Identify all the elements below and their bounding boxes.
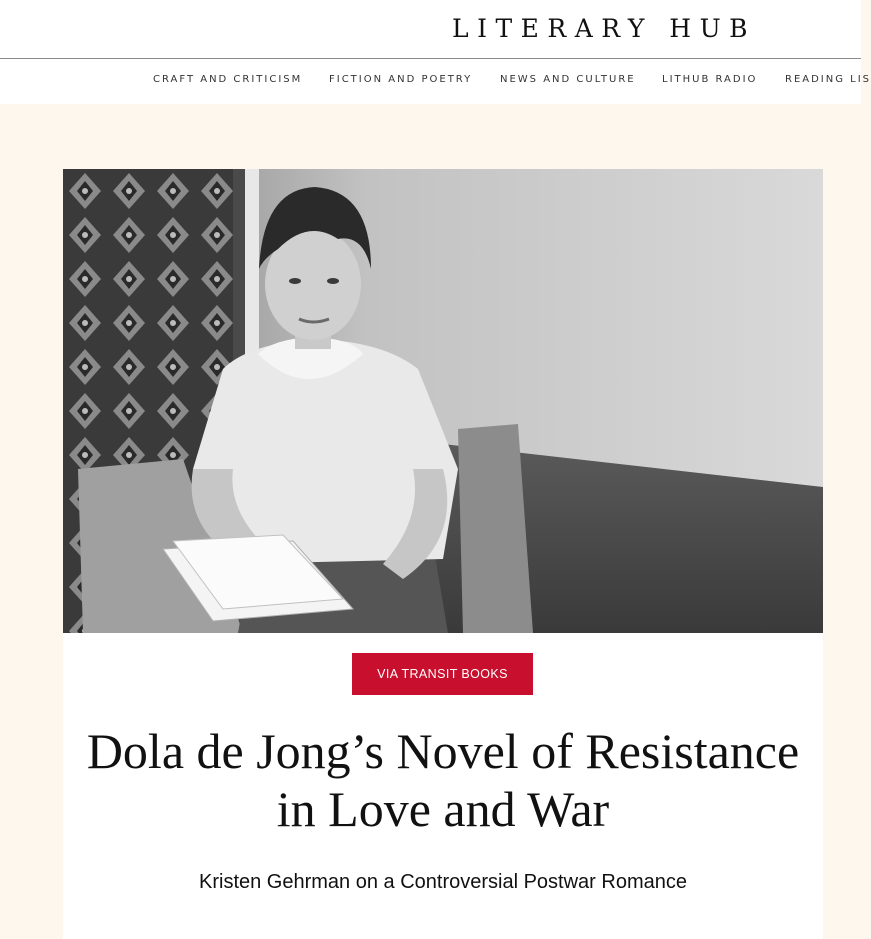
header-divider xyxy=(0,58,861,59)
nav-item-news-and-culture[interactable]: NEWS AND CULTURE xyxy=(500,74,636,85)
nav-item-craft-and-criticism[interactable]: CRAFT AND CRITICISM xyxy=(153,74,303,85)
article-title: Dola de Jong’s Novel of Resistance in Love and War xyxy=(86,723,800,837)
hero-photo xyxy=(63,169,823,633)
site-header xyxy=(0,0,871,104)
main-nav xyxy=(153,74,871,90)
nav-item-reading-lists[interactable]: READING LIS xyxy=(785,74,871,85)
site-logo[interactable]: LITERARY HUB xyxy=(452,14,757,43)
hero-photo-illustration xyxy=(63,169,823,633)
category-tag[interactable]: VIA TRANSIT BOOKS xyxy=(352,653,533,695)
article-subtitle: Kristen Gehrman on a Controversial Postwar Romance xyxy=(199,871,687,893)
nav-item-lithub-radio[interactable]: LITHUB RADIO xyxy=(662,74,758,85)
nav-item-fiction-and-poetry[interactable]: FICTION AND POETRY xyxy=(329,74,473,85)
